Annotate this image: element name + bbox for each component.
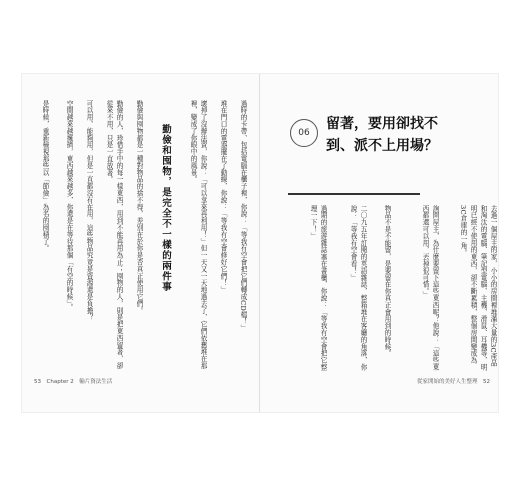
left-paragraph-2: 壞掉了沒辦法賣，你說：「可以拿來再利用！」但一天又一天地過去了，它們依舊堆在那裡，變成了你眼中的風景。 [189,100,207,370]
right-page [290,205,498,373]
left-paragraph-6: 空間越來越擁擠，東西越來越多，你還是在等待那個「有空的時候」。 [65,100,73,311]
left-paragraph-0: 過時的卡帶、包括電腦在櫃子裡，你說：「等我有空會把它們轉成CD檔！」 [239,100,247,332]
chapter-number-badge: 06 [290,119,318,147]
left-paragraph-4: 勤儉的人，珍惜手中的每一樣東西，用到不能再用為止；囤物的人，則是把東西留著，卻從來不用，只是一直放著。 [105,100,123,370]
chapter-title-rule [288,193,420,195]
right-paragraph-0: 去過一個屋主的家，小小的房間裡堆滿大量的3C產品和淘汰的電腦、筆記型電腦、主機、滑鼠、耳機等，明明已經不使用的東西，卻不斷累積，整個房間變成為3C倉庫的一角。 [459,205,497,371]
left-paragraph-1: 堆在門口的電器擺在了動線，你說：「等我有空會修好它們！」 [219,100,227,294]
left-paragraph-7: 是時候，重新檢視那些以「節儉」為名的囤積了。 [41,100,49,252]
left-paragraph-3: 勤儉與囤物都是一種對物品的捨不得，差別在於你是否真正使用它們。 [135,100,143,314]
chapter-title: 留著，要用卻找不到、派不上用場？ [326,116,438,154]
right-paragraph-2: 物品不是不能留，是要留在你真正會用到的時候。 [383,205,391,357]
right-paragraph-3: 二〇九五年訂閱的英語雜誌，整箱堆在客廳的角落，你說：「等我有空會看！」 [349,205,367,371]
left-page [30,100,248,372]
right-paragraph-1: 詢問屋主，為什麼要留下這些東西呢？他說：「這些東西都還可以用，丟掉很可惜。」 [421,205,439,371]
right-page-footer: 從家開始的美好人生整理 52 [417,379,490,385]
right-paragraph-4: 過期的旅遊雜誌塞在書櫃，你說：「等我有空會把它整理一下！」 [309,205,327,371]
left-paragraph-5: 可以用、能夠用，但是一直都沒有在用，這些物品究竟是資源還是負擔？ [85,100,93,321]
book-gutter [259,74,260,412]
section-heading: 勤儉和囤物，是完全不一樣的兩件事 [160,124,171,292]
left-page-footer: 53 Chapter 2 輸片資法生活 [34,379,113,385]
